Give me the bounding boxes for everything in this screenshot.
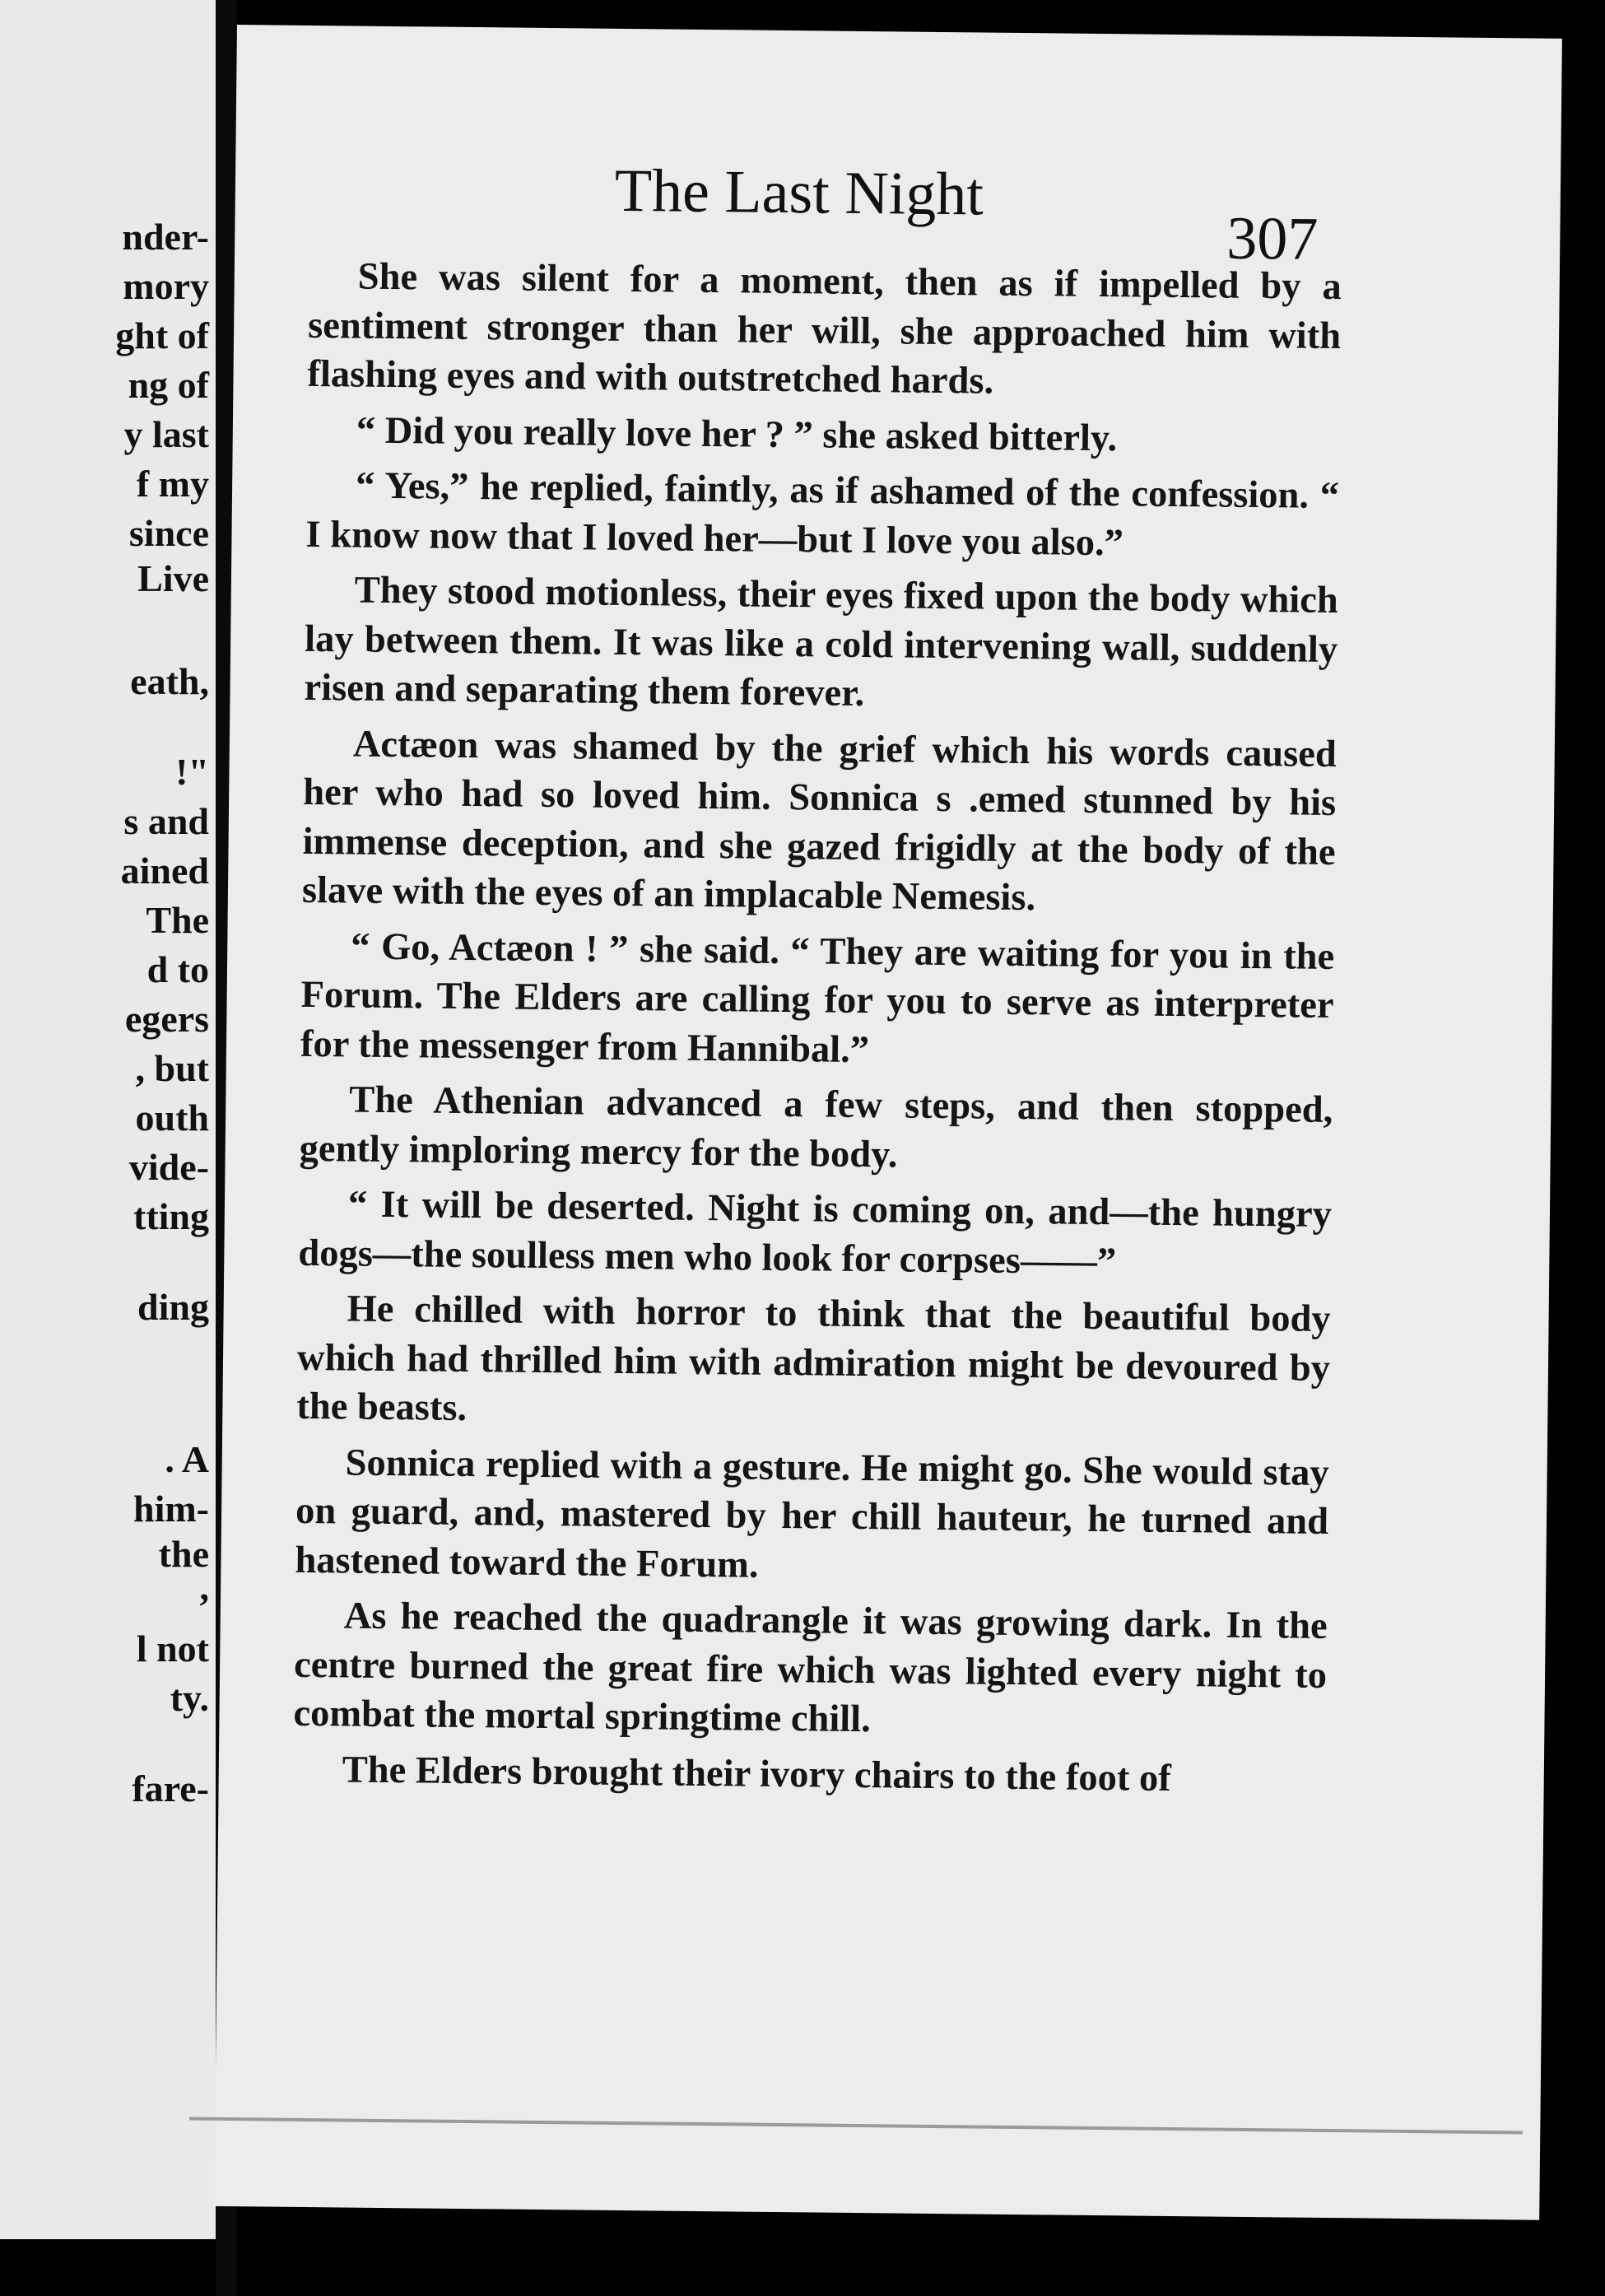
left-line: him- (133, 1488, 209, 1530)
paragraph: She was silent for a moment, then as if impelled by a sentiment stronger than her will, she approached him with flashing eyes and with outstretched hards. (307, 255, 1342, 403)
left-line: the (158, 1533, 209, 1575)
running-head: The Last Night (614, 156, 984, 229)
left-line: Live (137, 557, 209, 599)
left-page-fragment (0, 0, 216, 2239)
left-line: ained (120, 850, 209, 892)
left-line: ght of (115, 314, 209, 356)
paragraph: “ It will be deserted. Night is coming on, and—the hungry dogs—the soulless men who look for corpses——” (298, 1183, 1333, 1283)
left-line: vide- (128, 1146, 209, 1188)
left-line: s and (123, 800, 209, 842)
paragraph: The Athenian advanced a few steps, and then stopped, gently imploring mercy for the body. (299, 1078, 1333, 1176)
left-line: , (199, 1566, 209, 1608)
left-line: egers (124, 998, 209, 1040)
paragraph: “ Yes,” he replied, faintly, as if ashamed of the confession. “ I know now that I loved her—but I love you also.” (305, 464, 1340, 564)
left-line: , but (135, 1047, 209, 1089)
left-line: fare- (132, 1767, 209, 1809)
paragraph: Sonnica replied with a gesture. He might go. She would stay on guard, and, mastered by her chill hauteur, he turned and hastened toward the Forum. (295, 1441, 1329, 1586)
paragraph: “ Go, Actæon ! ” she said. “ They are waiting for you in the Forum. The Elders are calling for you to serve as interpreter for the messenger from Hannibal.” (300, 925, 1335, 1071)
paragraph: Actæon was shamed by the grief which his words caused her who had so loved him. Sonnica s .emed stunned by his immense deception, and she gazed frigidly at the body of the slave with the eyes of an implacable Nemesis. (301, 723, 1338, 920)
left-line: tting (133, 1195, 209, 1237)
left-line: nder- (122, 216, 209, 258)
body-text (292, 252, 1342, 1811)
paragraph: “ Did you really love her ? ” she asked bitterly. (356, 409, 1118, 459)
paragraph: The Elders brought their ivory chairs to the foot of (342, 1748, 1172, 1800)
left-line: since (128, 512, 209, 554)
left-line: The (146, 899, 209, 941)
left-line: outh (135, 1097, 209, 1139)
left-line: ng of (128, 364, 209, 406)
left-line: mory (123, 265, 209, 307)
left-line: d to (147, 948, 209, 990)
left-line: eath, (130, 660, 209, 702)
left-line: !" (175, 751, 209, 793)
left-line: ty. (170, 1677, 209, 1719)
left-line: . A (165, 1438, 209, 1480)
left-line: l not (136, 1628, 209, 1670)
left-line: f my (136, 463, 209, 505)
paragraph: As he reached the quadrangle it was growing dark. In the centre burned the great fire which was lighted every night to combat the mortal springtime chill. (293, 1595, 1328, 1741)
paragraph: He chilled with horror to think that the beautiful body which had thrilled him with admiration might be devoured by the beasts. (296, 1288, 1331, 1430)
paragraph: They stood motionless, their eyes fixed upon the body which lay between them. It was like a cold intervening wall, suddenly risen and separating them forever. (304, 569, 1339, 715)
page-number: 307 (1226, 204, 1319, 273)
right-page (214, 25, 1562, 2220)
left-line: ding (137, 1286, 209, 1328)
left-line: y last (123, 413, 209, 455)
